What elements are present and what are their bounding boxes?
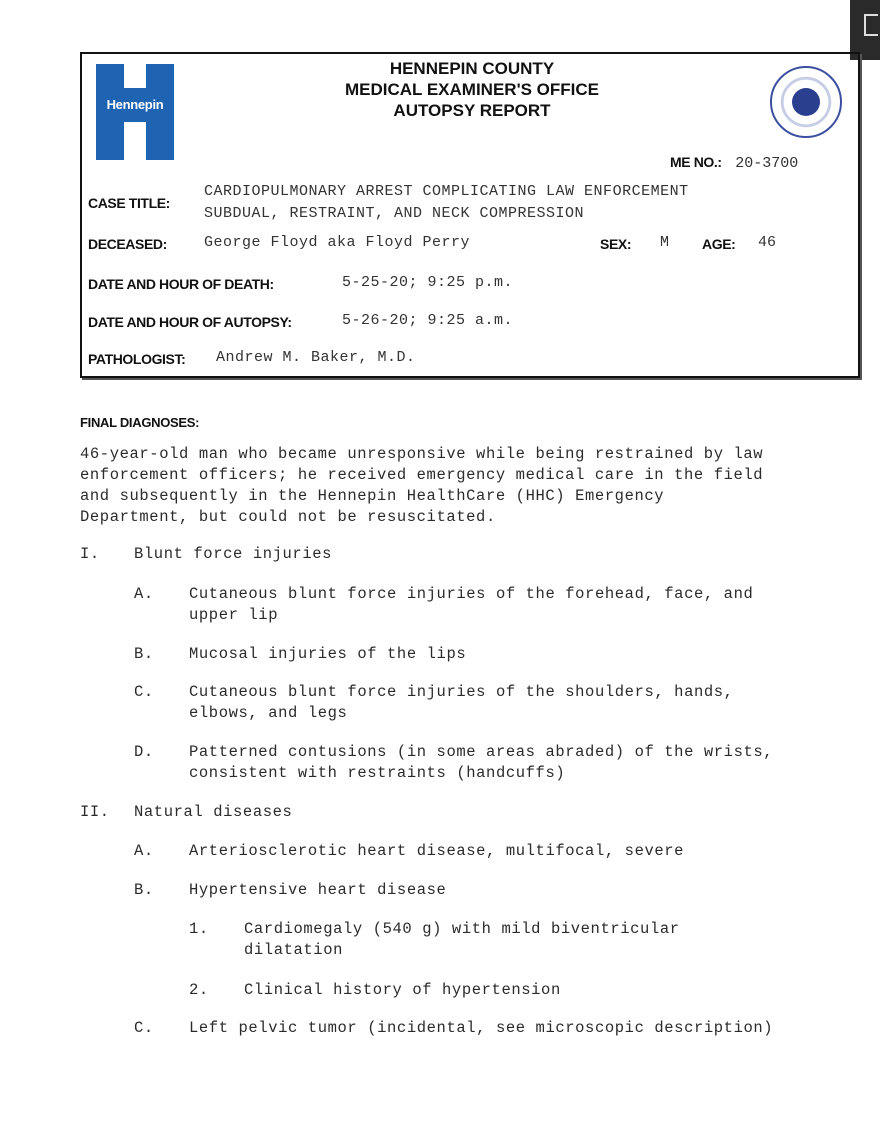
death-label: DATE AND HOUR OF DEATH: [88, 276, 274, 292]
item-text: Cutaneous blunt force injuries of the forehead, face, and [189, 585, 754, 603]
item-letter: D. [134, 743, 154, 761]
item-text: upper lip [189, 606, 279, 624]
item-text: Left pelvic tumor (incidental, see microscopic description) [189, 1019, 774, 1037]
sub-item-text: dilatation [244, 941, 344, 959]
item-letter: B. [134, 645, 154, 663]
item-letter: A. [134, 842, 154, 860]
report-title [82, 58, 862, 121]
pathologist-label: PATHOLOGIST: [88, 351, 186, 367]
me-no-label: ME NO.: [670, 154, 722, 170]
pathologist-value: Andrew M. Baker, M.D. [216, 349, 416, 366]
age-label: AGE: [702, 236, 736, 252]
summary-line: enforcement officers; he received emergency medical care in the field [80, 466, 764, 484]
me-no-value: 20-3700 [735, 155, 799, 172]
title-line-county: HENNEPIN COUNTY [389, 59, 555, 78]
title-line-office: MEDICAL EXAMINER'S OFFICE [344, 80, 600, 99]
sex-value: M [660, 234, 670, 251]
section-numeral: II. [80, 803, 110, 821]
item-text: Mucosal injuries of the lips [189, 645, 467, 663]
case-title-line1: CARDIOPULMONARY ARREST COMPLICATING LAW ENFORCEMENT [204, 183, 689, 200]
item-letter: C. [134, 1019, 154, 1037]
sub-item-number: 2. [189, 981, 209, 999]
medical-examiner-seal-icon [770, 66, 842, 138]
deceased-value: George Floyd aka Floyd Perry [204, 234, 471, 251]
sub-item-number: 1. [189, 920, 209, 938]
autopsy-value: 5-26-20; 9:25 a.m. [342, 312, 514, 329]
deceased-label: DECEASED: [88, 236, 167, 252]
report-header-box [80, 52, 860, 378]
sex-label: SEX: [600, 236, 632, 252]
item-text: Arteriosclerotic heart disease, multifocal, severe [189, 842, 685, 860]
case-title-line2: SUBDUAL, RESTRAINT, AND NECK COMPRESSION [204, 205, 585, 222]
sub-item-text: Clinical history of hypertension [244, 981, 561, 999]
summary-line: and subsequently in the Hennepin HealthCare (HHC) Emergency [80, 487, 665, 505]
logo-text: Hennepin [106, 97, 164, 112]
sub-item-text: Cardiomegaly (540 g) with mild biventricular [244, 920, 680, 938]
section-title: Natural diseases [134, 803, 293, 821]
summary-line: 46-year-old man who became unresponsive while being restrained by law [80, 445, 764, 463]
age-value: 46 [758, 234, 777, 251]
item-letter: A. [134, 585, 154, 603]
item-text: consistent with restraints (handcuffs) [189, 764, 566, 782]
final-diagnoses-heading: FINAL DIAGNOSES: [80, 415, 200, 430]
item-text: Cutaneous blunt force injuries of the shoulders, hands, [189, 683, 734, 701]
death-value: 5-25-20; 9:25 p.m. [342, 274, 514, 291]
item-text: elbows, and legs [189, 704, 348, 722]
summary-line: Department, but could not be resuscitated. [80, 508, 496, 526]
item-text: Hypertensive heart disease [189, 881, 447, 899]
viewer-corner-icon[interactable] [850, 0, 880, 60]
section-numeral: I. [80, 545, 100, 563]
item-text: Patterned contusions (in some areas abraded) of the wrists, [189, 743, 774, 761]
me-number [670, 154, 798, 172]
item-letter: B. [134, 881, 154, 899]
case-title-label: CASE TITLE: [88, 195, 170, 211]
title-line-report: AUTOPSY REPORT [393, 101, 551, 120]
section-title: Blunt force injuries [134, 545, 333, 563]
item-letter: C. [134, 683, 154, 701]
autopsy-label: DATE AND HOUR OF AUTOPSY: [88, 314, 292, 330]
